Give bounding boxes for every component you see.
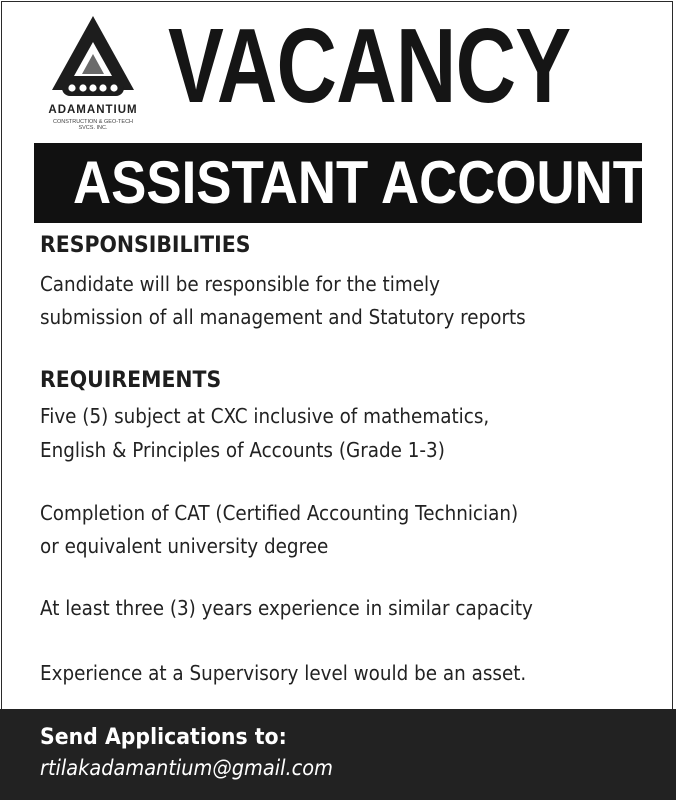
- responsibilities-line-1: Candidate will be responsible for the timely: [40, 272, 440, 296]
- vacancy-headline: VACANCY: [168, 7, 571, 125]
- company-logo: [30, 12, 156, 142]
- position-title: ASSISTANT ACCOUNT: [72, 149, 645, 216]
- logo-subtitle-line-1: CONSTRUCTION & GEO-TECH: [52, 119, 134, 125]
- logo-subtitle: [30, 119, 156, 131]
- requirement-1-line-1: Five (5) subject at CXC inclusive of mathematics,: [40, 404, 490, 428]
- requirement-4: Experience at a Supervisory level would be an asset.: [40, 661, 527, 685]
- logo-subtitle-line-2: SVCS. INC.: [78, 125, 108, 131]
- requirement-2-line-2: or equivalent university degree: [40, 534, 329, 558]
- requirement-1-line-2: English & Principles of Accounts (Grade 1-3): [40, 438, 445, 462]
- logo-name: ADAMANTIUM: [48, 104, 138, 116]
- requirements-heading: REQUIREMENTS: [40, 368, 222, 393]
- send-applications-label: Send Applications to:: [40, 725, 287, 750]
- requirement-3: At least three (3) years experience in similar capacity: [40, 596, 533, 620]
- requirement-2-line-1: Completion of CAT (Certified Accounting Technician): [40, 501, 519, 525]
- application-email[interactable]: rtilakadamantium@gmail.com: [40, 756, 333, 781]
- responsibilities-heading: RESPONSIBILITIES: [40, 233, 251, 258]
- triangle-logo-icon: [50, 14, 136, 104]
- footer-bar: [0, 709, 676, 800]
- position-title-bar: [34, 143, 645, 223]
- responsibilities-line-2: submission of all management and Statutory reports: [40, 305, 526, 329]
